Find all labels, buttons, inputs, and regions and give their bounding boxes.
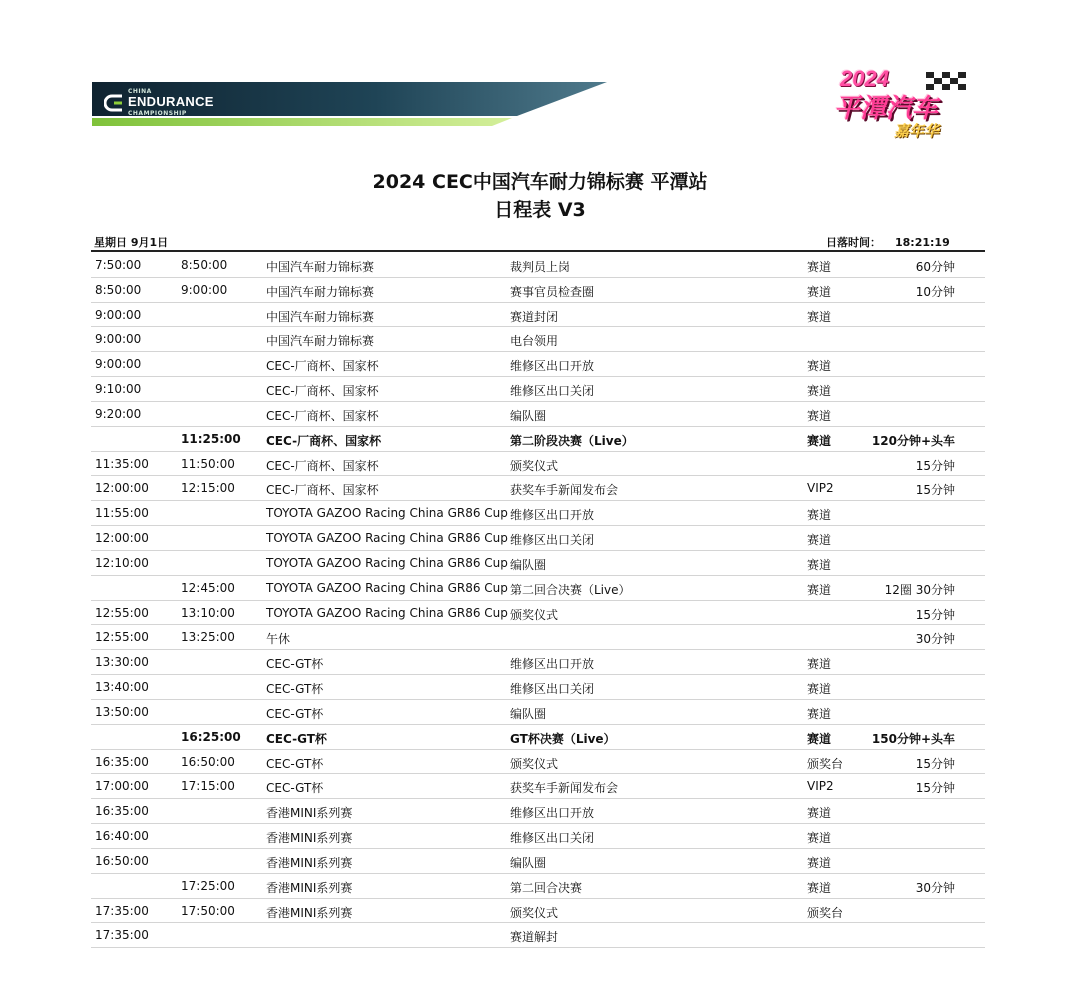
- venue: 赛道: [807, 855, 832, 870]
- schedule-row: [91, 476, 985, 501]
- duration: 15分钟: [915, 483, 955, 498]
- start-time: 11:55:00: [95, 506, 149, 521]
- end-time: 12:45:00: [181, 580, 235, 595]
- venue: 赛道: [807, 359, 832, 374]
- series-name: TOYOTA GAZOO Racing China GR86 Cup: [266, 531, 508, 546]
- venue: 赛道: [807, 309, 832, 324]
- series-name: 中国汽车耐力锦标赛: [266, 284, 375, 299]
- series-name: CEC-厂商杯、国家杯: [266, 433, 382, 448]
- schedule-row: [91, 501, 985, 526]
- series-name: CEC-厂商杯、国家杯: [266, 384, 379, 399]
- venue: 赛道: [807, 433, 832, 448]
- venue: 赛道: [807, 260, 832, 274]
- event-name: 维修区出口关闭: [510, 831, 595, 846]
- venue: 赛道: [807, 582, 832, 597]
- series-name: 中国汽车耐力锦标赛: [266, 309, 375, 324]
- venue: 赛道: [807, 508, 832, 523]
- series-name: 中国汽车耐力锦标赛: [266, 260, 375, 274]
- schedule-row: [91, 526, 985, 551]
- event-name: 编队圈: [510, 408, 547, 423]
- cec-logo-icon: [104, 92, 126, 114]
- event-name: 维修区出口开放: [510, 657, 595, 672]
- event-name: 第二阶段决赛（Live）: [510, 433, 634, 448]
- schedule-row: [91, 253, 985, 278]
- start-time: 11:35:00: [95, 456, 149, 471]
- event-name: 颁奖仪式: [510, 458, 559, 473]
- end-time: 13:10:00: [181, 605, 235, 620]
- end-time: 17:25:00: [181, 878, 235, 893]
- schedule-date: 星期日 9月1日: [94, 236, 169, 249]
- series-name: TOYOTA GAZOO Racing China GR86 Cup: [266, 580, 508, 595]
- schedule-row: [91, 923, 985, 948]
- event-name: 编队圈: [510, 557, 547, 572]
- header-rule: [91, 250, 985, 252]
- series-name: CEC-GT杯: [266, 682, 324, 697]
- schedule-row: [91, 824, 985, 849]
- schedule-row: [91, 452, 985, 477]
- duration: 30分钟: [915, 632, 955, 647]
- event-name: GT杯决赛（Live）: [510, 731, 616, 746]
- end-time: 17:50:00: [181, 903, 235, 918]
- series-name: CEC-厂商杯、国家杯: [266, 483, 379, 498]
- event-name: 颁奖仪式: [510, 607, 559, 622]
- start-time: 12:55:00: [95, 630, 149, 645]
- start-time: 16:50:00: [95, 853, 149, 868]
- event-name: 赛道封闭: [510, 309, 559, 324]
- start-time: 12:10:00: [95, 555, 149, 570]
- event-name: 维修区出口开放: [510, 508, 595, 523]
- logo-name: ENDURANCE: [128, 94, 214, 109]
- sunset-time: 18:21:19: [895, 236, 950, 249]
- schedule-row: [91, 725, 985, 750]
- end-time: 11:25:00: [181, 431, 241, 446]
- schedule-row: [91, 427, 985, 452]
- event-name: 颁奖仪式: [510, 756, 559, 771]
- duration: 12圈 30分钟: [884, 582, 955, 597]
- logo-country: CHINA: [128, 88, 152, 95]
- event-name: 编队圈: [510, 855, 547, 870]
- emblem-year: 2024: [840, 66, 889, 91]
- event-name: 第二回合决赛: [510, 880, 583, 895]
- event-name: 赛事官员检查圈: [510, 284, 595, 299]
- start-time: 9:10:00: [95, 382, 142, 397]
- event-name: 获奖车手新闻发布会: [510, 483, 619, 498]
- venue: 赛道: [807, 384, 832, 399]
- series-name: 香港MINI系列赛: [266, 831, 353, 846]
- event-name: 维修区出口关闭: [510, 384, 595, 399]
- start-time: 17:00:00: [95, 779, 149, 794]
- start-time: 7:50:00: [95, 258, 142, 272]
- event-name: 电台领用: [510, 334, 559, 349]
- venue: 颁奖台: [807, 905, 844, 920]
- schedule-row: [91, 576, 985, 601]
- start-time: 13:30:00: [95, 655, 149, 670]
- series-name: CEC-厂商杯、国家杯: [266, 458, 379, 473]
- duration: 30分钟: [915, 880, 955, 895]
- schedule-row: [91, 352, 985, 377]
- start-time: 16:35:00: [95, 804, 149, 819]
- series-name: CEC-GT杯: [266, 781, 324, 796]
- event-name: 裁判员上岗: [510, 260, 571, 274]
- venue: VIP2: [807, 481, 834, 496]
- start-time: 16:35:00: [95, 754, 149, 769]
- series-name: 香港MINI系列赛: [266, 905, 353, 920]
- venue: 赛道: [807, 657, 832, 672]
- schedule-row: [91, 750, 985, 775]
- venue: 赛道: [807, 731, 832, 746]
- sunset-info: [826, 234, 950, 250]
- start-time: 9:20:00: [95, 406, 142, 421]
- venue: VIP2: [807, 779, 834, 794]
- venue: 赛道: [807, 806, 832, 821]
- start-time: 9:00:00: [95, 357, 142, 372]
- event-name: 第二回合决赛（Live）: [510, 582, 631, 597]
- start-time: 13:40:00: [95, 680, 149, 695]
- duration: 60分钟: [915, 260, 955, 274]
- schedule-row: [91, 402, 985, 427]
- emblem-subtitle: 嘉年华: [894, 122, 940, 140]
- series-name: CEC-GT杯: [266, 731, 327, 746]
- end-time: 12:15:00: [181, 481, 235, 496]
- venue: 赛道: [807, 533, 832, 548]
- schedule-row: [91, 551, 985, 576]
- series-name: 香港MINI系列赛: [266, 880, 353, 895]
- start-time: 9:00:00: [95, 307, 142, 322]
- document-title: 2024 CEC中国汽车耐力锦标赛 平潭站: [372, 171, 708, 193]
- event-name: 维修区出口关闭: [510, 682, 595, 697]
- venue: 赛道: [807, 408, 832, 423]
- logo-subtitle: CHAMPIONSHIP: [128, 110, 187, 117]
- series-name: CEC-厂商杯、国家杯: [266, 408, 379, 423]
- venue: 赛道: [807, 557, 832, 572]
- start-time: 8:50:00: [95, 282, 142, 297]
- series-name: CEC-GT杯: [266, 657, 324, 672]
- schedule-row: [91, 874, 985, 899]
- end-time: 13:25:00: [181, 630, 235, 645]
- event-name: 颁奖仪式: [510, 905, 559, 920]
- event-name: 赛道解封: [510, 930, 559, 945]
- schedule-row: [91, 650, 985, 675]
- cec-logo: [104, 88, 234, 124]
- duration: 150分钟+头车: [871, 731, 955, 746]
- series-name: CEC-GT杯: [266, 706, 324, 721]
- end-time: 16:25:00: [181, 729, 241, 744]
- event-name: 维修区出口开放: [510, 806, 595, 821]
- schedule-row: [91, 799, 985, 824]
- schedule-row: [91, 601, 985, 626]
- series-name: 香港MINI系列赛: [266, 806, 353, 821]
- venue: 赛道: [807, 284, 832, 299]
- end-time: 8:50:00: [181, 258, 228, 272]
- series-name: 香港MINI系列赛: [266, 855, 353, 870]
- start-time: 17:35:00: [95, 928, 149, 943]
- schedule-row: [91, 303, 985, 328]
- schedule-row: [91, 327, 985, 352]
- venue: 赛道: [807, 880, 832, 895]
- event-name: 获奖车手新闻发布会: [510, 781, 619, 796]
- start-time: 12:55:00: [95, 605, 149, 620]
- venue: 赛道: [807, 831, 832, 846]
- start-time: 16:40:00: [95, 829, 149, 844]
- series-name: 中国汽车耐力锦标赛: [266, 334, 375, 349]
- schedule-table: [91, 253, 985, 948]
- schedule-row: [91, 278, 985, 303]
- venue: 颁奖台: [807, 756, 844, 771]
- sunset-label: 日落时间：: [826, 236, 881, 249]
- duration: 15分钟: [915, 781, 955, 796]
- series-name: TOYOTA GAZOO Racing China GR86 Cup: [266, 555, 508, 570]
- venue: 赛道: [807, 706, 832, 721]
- start-time: 9:00:00: [95, 332, 142, 347]
- series-name: CEC-GT杯: [266, 756, 324, 771]
- schedule-row: [91, 377, 985, 402]
- end-time: 17:15:00: [181, 779, 235, 794]
- event-emblem: [830, 66, 980, 144]
- schedule-row: [91, 675, 985, 700]
- duration: 15分钟: [915, 756, 955, 771]
- duration: 15分钟: [915, 458, 955, 473]
- schedule-row: [91, 849, 985, 874]
- emblem-title: 平潭汽车: [834, 94, 939, 124]
- end-time: 11:50:00: [181, 456, 235, 471]
- schedule-row: [91, 700, 985, 725]
- schedule-row: [91, 774, 985, 799]
- start-time: 12:00:00: [95, 531, 149, 546]
- duration: 120分钟+头车: [871, 433, 955, 448]
- series-name: 午休: [266, 632, 291, 647]
- series-name: CEC-厂商杯、国家杯: [266, 359, 379, 374]
- start-time: 13:50:00: [95, 704, 149, 719]
- start-time: 17:35:00: [95, 903, 149, 918]
- duration: 10分钟: [915, 284, 955, 299]
- start-time: 12:00:00: [95, 481, 149, 496]
- end-time: 9:00:00: [181, 282, 228, 297]
- venue: 赛道: [807, 682, 832, 697]
- schedule-row: [91, 625, 985, 650]
- duration: 15分钟: [915, 607, 955, 622]
- document-subtitle: 日程表 V3: [494, 199, 586, 221]
- schedule-row: [91, 899, 985, 924]
- event-name: 维修区出口关闭: [510, 533, 595, 548]
- event-name: 维修区出口开放: [510, 359, 595, 374]
- series-name: TOYOTA GAZOO Racing China GR86 Cup: [266, 506, 508, 521]
- event-name: 编队圈: [510, 706, 547, 721]
- series-name: TOYOTA GAZOO Racing China GR86 Cup: [266, 605, 508, 620]
- end-time: 16:50:00: [181, 754, 235, 769]
